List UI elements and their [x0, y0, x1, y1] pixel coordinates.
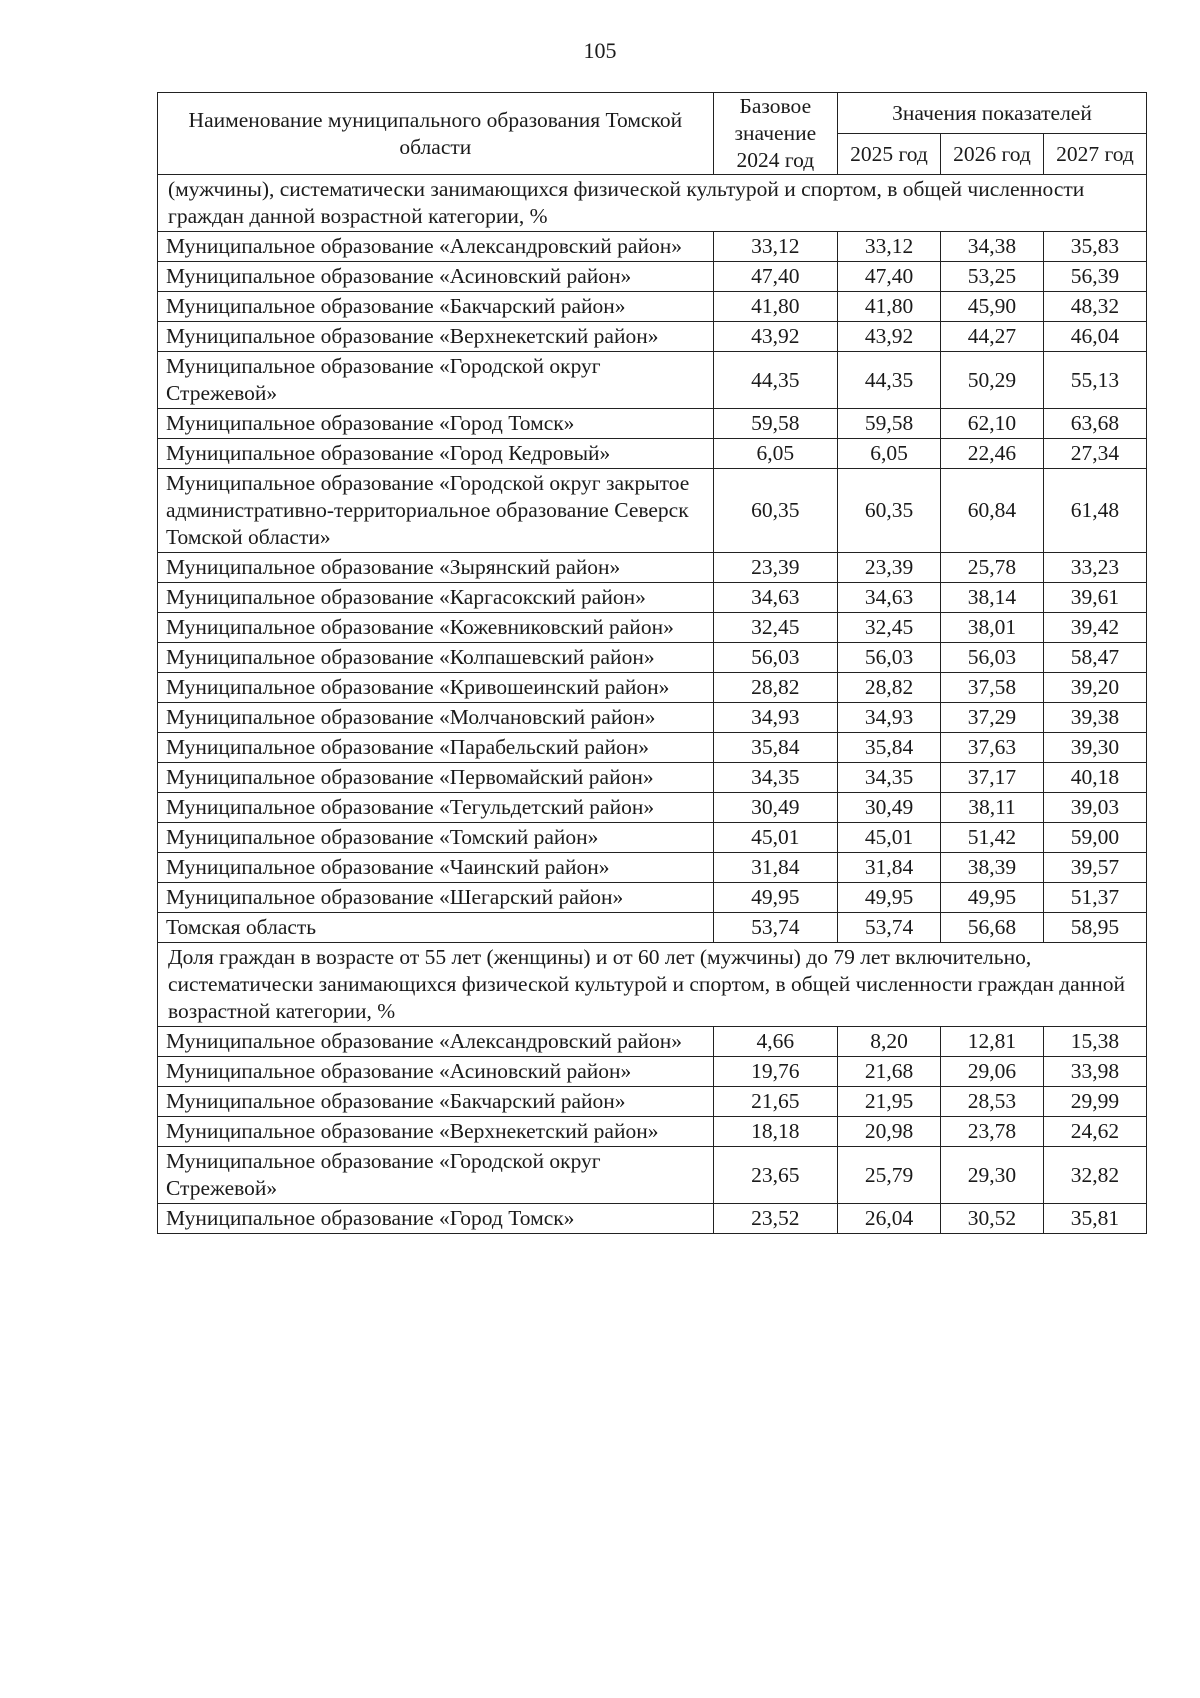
value-2025: 45,01 [838, 823, 941, 853]
value-2025: 6,05 [838, 439, 941, 469]
value-2025: 34,35 [838, 763, 941, 793]
table-row [158, 913, 1147, 943]
value-2026: 12,81 [941, 1027, 1044, 1057]
value-2026: 29,06 [941, 1057, 1044, 1087]
municipality-name: Муниципальное образование «Городской округ Стрежевой» [158, 352, 714, 409]
table-row [158, 232, 1147, 262]
value-2026: 37,58 [941, 673, 1044, 703]
value-2027: 59,00 [1043, 823, 1146, 853]
municipality-name: Муниципальное образование «Город Томск» [158, 409, 714, 439]
municipality-name: Муниципальное образование «Томский район» [158, 823, 714, 853]
value-2025: 35,84 [838, 733, 941, 763]
header-values-group: Значения показателей [838, 93, 1147, 134]
base-value-2024: 19,76 [713, 1057, 837, 1087]
value-2027: 39,03 [1043, 793, 1146, 823]
value-2027: 48,32 [1043, 292, 1146, 322]
base-value-2024: 4,66 [713, 1027, 837, 1057]
table-row [158, 469, 1147, 553]
table-row [158, 1204, 1147, 1234]
value-2027: 56,39 [1043, 262, 1146, 292]
municipality-name: Томская область [158, 913, 714, 943]
municipality-name: Муниципальное образование «Асиновский район» [158, 262, 714, 292]
value-2027: 39,30 [1043, 733, 1146, 763]
base-value-2024: 23,52 [713, 1204, 837, 1234]
value-2027: 33,98 [1043, 1057, 1146, 1087]
value-2027: 51,37 [1043, 883, 1146, 913]
base-value-2024: 32,45 [713, 613, 837, 643]
value-2025: 30,49 [838, 793, 941, 823]
value-2027: 35,81 [1043, 1204, 1146, 1234]
value-2027: 46,04 [1043, 322, 1146, 352]
base-value-2024: 45,01 [713, 823, 837, 853]
value-2026: 56,03 [941, 643, 1044, 673]
value-2027: 61,48 [1043, 469, 1146, 553]
municipality-name: Муниципальное образование «Чаинский район» [158, 853, 714, 883]
value-2026: 53,25 [941, 262, 1044, 292]
section-row [158, 175, 1147, 232]
table-row [158, 262, 1147, 292]
base-value-2024: 34,35 [713, 763, 837, 793]
municipality-name: Муниципальное образование «Колпашевский район» [158, 643, 714, 673]
value-2026: 30,52 [941, 1204, 1044, 1234]
value-2026: 62,10 [941, 409, 1044, 439]
municipality-name: Муниципальное образование «Город Томск» [158, 1204, 714, 1234]
table-row [158, 352, 1147, 409]
table-row [158, 1147, 1147, 1204]
municipality-name: Муниципальное образование «Молчановский район» [158, 703, 714, 733]
value-2026: 37,29 [941, 703, 1044, 733]
section-title: (мужчины), систематически занимающихся физической культурой и спортом, в общей численности граждан данной возрастной категории, % [158, 175, 1147, 232]
value-2026: 38,39 [941, 853, 1044, 883]
table-row [158, 1087, 1147, 1117]
value-2025: 41,80 [838, 292, 941, 322]
value-2027: 27,34 [1043, 439, 1146, 469]
municipality-name: Муниципальное образование «Парабельский район» [158, 733, 714, 763]
value-2026: 60,84 [941, 469, 1044, 553]
municipality-name: Муниципальное образование «Первомайский район» [158, 763, 714, 793]
value-2027: 39,61 [1043, 583, 1146, 613]
value-2025: 56,03 [838, 643, 941, 673]
value-2025: 44,35 [838, 352, 941, 409]
header-base: Базовое значение 2024 год [713, 93, 837, 175]
base-value-2024: 33,12 [713, 232, 837, 262]
value-2025: 47,40 [838, 262, 941, 292]
value-2026: 23,78 [941, 1117, 1044, 1147]
value-2025: 8,20 [838, 1027, 941, 1057]
value-2025: 21,68 [838, 1057, 941, 1087]
base-value-2024: 6,05 [713, 439, 837, 469]
value-2027: 39,57 [1043, 853, 1146, 883]
table-row [158, 733, 1147, 763]
table-row [158, 1027, 1147, 1057]
value-2026: 50,29 [941, 352, 1044, 409]
base-value-2024: 47,40 [713, 262, 837, 292]
table-row [158, 763, 1147, 793]
value-2026: 44,27 [941, 322, 1044, 352]
municipality-name: Муниципальное образование «Городской округ закрытое административно-территориальное образование Северск Томской области» [158, 469, 714, 553]
value-2025: 34,63 [838, 583, 941, 613]
municipality-name: Муниципальное образование «Бакчарский район» [158, 292, 714, 322]
base-value-2024: 34,93 [713, 703, 837, 733]
value-2026: 34,38 [941, 232, 1044, 262]
base-value-2024: 41,80 [713, 292, 837, 322]
section-title: Доля граждан в возрасте от 55 лет (женщины) и от 60 лет (мужчины) до 79 лет включительно, систематически занимающихся физической культурой и спортом, в общей численности граждан данной возрастной категории, % [158, 943, 1147, 1027]
value-2026: 22,46 [941, 439, 1044, 469]
table-row [158, 793, 1147, 823]
base-value-2024: 23,65 [713, 1147, 837, 1204]
base-value-2024: 34,63 [713, 583, 837, 613]
table-row [158, 823, 1147, 853]
base-value-2024: 43,92 [713, 322, 837, 352]
value-2027: 58,47 [1043, 643, 1146, 673]
value-2026: 38,01 [941, 613, 1044, 643]
header-year-2025: 2025 год [838, 134, 941, 175]
municipality-name: Муниципальное образование «Александровский район» [158, 1027, 714, 1057]
value-2026: 49,95 [941, 883, 1044, 913]
base-value-2024: 53,74 [713, 913, 837, 943]
base-value-2024: 49,95 [713, 883, 837, 913]
value-2025: 23,39 [838, 553, 941, 583]
value-2026: 38,14 [941, 583, 1044, 613]
value-2026: 37,17 [941, 763, 1044, 793]
value-2025: 32,45 [838, 613, 941, 643]
municipality-name: Муниципальное образование «Верхнекетский район» [158, 1117, 714, 1147]
base-value-2024: 28,82 [713, 673, 837, 703]
base-value-2024: 59,58 [713, 409, 837, 439]
municipality-name: Муниципальное образование «Город Кедровый» [158, 439, 714, 469]
base-value-2024: 31,84 [713, 853, 837, 883]
value-2027: 40,18 [1043, 763, 1146, 793]
table-row [158, 703, 1147, 733]
value-2027: 15,38 [1043, 1027, 1146, 1057]
value-2027: 63,68 [1043, 409, 1146, 439]
base-value-2024: 21,65 [713, 1087, 837, 1117]
table-row [158, 292, 1147, 322]
indicators-table [157, 92, 1147, 1234]
table-row [158, 439, 1147, 469]
page-number: 105 [583, 38, 617, 63]
municipality-name: Муниципальное образование «Тегульдетский район» [158, 793, 714, 823]
value-2025: 20,98 [838, 1117, 941, 1147]
value-2026: 45,90 [941, 292, 1044, 322]
municipality-name: Муниципальное образование «Бакчарский район» [158, 1087, 714, 1117]
base-value-2024: 30,49 [713, 793, 837, 823]
header-year-2026: 2026 год [941, 134, 1044, 175]
value-2025: 31,84 [838, 853, 941, 883]
value-2025: 59,58 [838, 409, 941, 439]
section-row [158, 943, 1147, 1027]
value-2027: 29,99 [1043, 1087, 1146, 1117]
value-2027: 24,62 [1043, 1117, 1146, 1147]
value-2026: 28,53 [941, 1087, 1044, 1117]
base-value-2024: 18,18 [713, 1117, 837, 1147]
base-value-2024: 35,84 [713, 733, 837, 763]
value-2025: 33,12 [838, 232, 941, 262]
value-2026: 56,68 [941, 913, 1044, 943]
municipality-name: Муниципальное образование «Кожевниковский район» [158, 613, 714, 643]
table-row [158, 643, 1147, 673]
value-2026: 38,11 [941, 793, 1044, 823]
table-row [158, 853, 1147, 883]
value-2027: 32,82 [1043, 1147, 1146, 1204]
base-value-2024: 23,39 [713, 553, 837, 583]
base-value-2024: 60,35 [713, 469, 837, 553]
value-2027: 39,20 [1043, 673, 1146, 703]
value-2025: 21,95 [838, 1087, 941, 1117]
value-2025: 43,92 [838, 322, 941, 352]
value-2027: 33,23 [1043, 553, 1146, 583]
municipality-name: Муниципальное образование «Зырянский район» [158, 553, 714, 583]
value-2025: 28,82 [838, 673, 941, 703]
table-row [158, 1057, 1147, 1087]
table-row [158, 1117, 1147, 1147]
base-value-2024: 44,35 [713, 352, 837, 409]
table-row [158, 883, 1147, 913]
municipality-name: Муниципальное образование «Кривошеинский район» [158, 673, 714, 703]
table-row [158, 322, 1147, 352]
header-name: Наименование муниципального образования Томской области [158, 93, 714, 175]
table-row [158, 553, 1147, 583]
header-year-2027: 2027 год [1043, 134, 1146, 175]
value-2027: 58,95 [1043, 913, 1146, 943]
value-2027: 39,38 [1043, 703, 1146, 733]
municipality-name: Муниципальное образование «Каргасокский район» [158, 583, 714, 613]
value-2025: 49,95 [838, 883, 941, 913]
municipality-name: Муниципальное образование «Шегарский район» [158, 883, 714, 913]
value-2027: 55,13 [1043, 352, 1146, 409]
value-2025: 53,74 [838, 913, 941, 943]
value-2027: 39,42 [1043, 613, 1146, 643]
value-2027: 35,83 [1043, 232, 1146, 262]
municipality-name: Муниципальное образование «Александровский район» [158, 232, 714, 262]
table-row [158, 613, 1147, 643]
value-2026: 29,30 [941, 1147, 1044, 1204]
value-2025: 60,35 [838, 469, 941, 553]
table-row [158, 673, 1147, 703]
value-2025: 25,79 [838, 1147, 941, 1204]
header-row [158, 93, 1147, 134]
table-row [158, 583, 1147, 613]
value-2026: 25,78 [941, 553, 1044, 583]
table-body [158, 175, 1147, 1234]
municipality-name: Муниципальное образование «Асиновский район» [158, 1057, 714, 1087]
base-value-2024: 56,03 [713, 643, 837, 673]
value-2025: 34,93 [838, 703, 941, 733]
value-2026: 51,42 [941, 823, 1044, 853]
table-row [158, 409, 1147, 439]
municipality-name: Муниципальное образование «Верхнекетский район» [158, 322, 714, 352]
municipality-name: Муниципальное образование «Городской округ Стрежевой» [158, 1147, 714, 1204]
value-2026: 37,63 [941, 733, 1044, 763]
value-2025: 26,04 [838, 1204, 941, 1234]
